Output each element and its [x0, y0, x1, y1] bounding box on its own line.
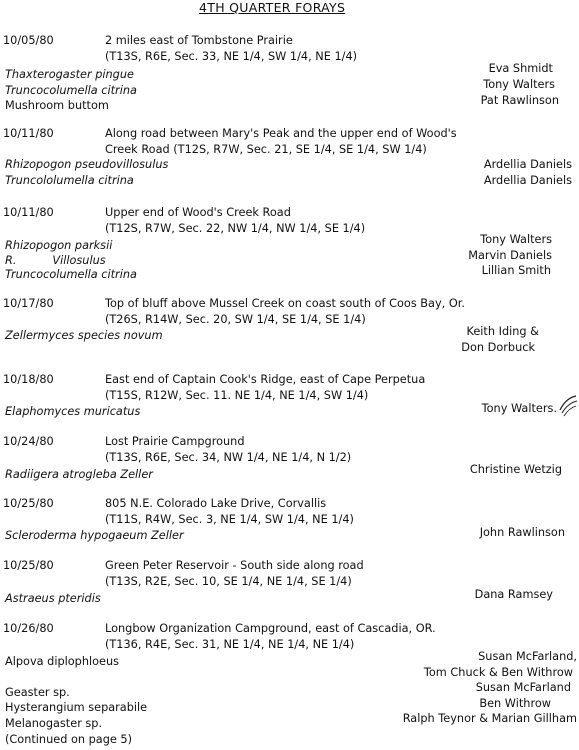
foray-location-line: 2 miles east of Tombstone Prairie: [105, 34, 293, 47]
specimen-species: Rhizopogon pseudovillosulus: [5, 158, 169, 171]
foray-location-line: Longbow Organization Campground, east of Cascadia, OR.: [105, 622, 436, 635]
foray-date: 10/24/80: [3, 435, 54, 448]
specimen-collector: Ardellia Daniels: [483, 174, 572, 187]
foray-location-line: Along road between Mary's Peak and the upper end of Wood's: [105, 127, 457, 140]
foray-date: 10/25/80: [3, 497, 54, 510]
foray-date: 10/25/80: [3, 559, 54, 572]
specimen-collector: Don Dorbuck: [461, 341, 535, 354]
specimen-collector: Ben Withrow: [479, 697, 551, 710]
specimen-species: Thaxterogaster pingue: [5, 68, 134, 81]
foray-location-line: Lost Prairie Campground: [105, 435, 245, 448]
specimen-collector: Marvin Daniels: [468, 249, 552, 262]
specimen-collector: Tony Walters: [480, 233, 552, 246]
foray-date: 10/17/80: [3, 297, 54, 310]
specimen-collector: Susan McFarland,: [478, 650, 577, 663]
specimen-species: Rhizopogon parksii: [5, 239, 113, 252]
specimen-collector: Keith Iding &: [466, 325, 539, 338]
specimen-collector: John Rawlinson: [479, 526, 565, 539]
specimen-species: Truncocolumella citrina: [5, 268, 137, 281]
foray-location-line: (T26S, R14W, Sec. 20, SW 1/4, SE 1/4, SE 1/4): [105, 313, 366, 326]
foray-location-line: (T15S, R12W, Sec. 11. NE 1/4, NE 1/4, SW 1/4): [105, 389, 369, 402]
specimen-species: Mushroom buttom: [5, 99, 109, 112]
page-title: 4TH QUARTER FORAYS: [199, 0, 346, 15]
foray-location-line: (T12S, R7W, Sec. 22, NW 1/4, NW 1/4, SE 1/4): [105, 222, 366, 235]
foray-location-line: (T13S, R2E, Sec. 10, SE 1/4, NE 1/4, SE 1/4): [105, 575, 352, 588]
specimen-species: Scleroderma hypogaeum Zeller: [5, 529, 184, 542]
specimen-species: Zellermyces species novum: [5, 329, 163, 342]
specimen-collector: Tom Chuck & Ben Withrow: [423, 666, 573, 679]
specimen-collector: Pat Rawlinson: [480, 94, 559, 107]
specimen-species: Elaphomyces muricatus: [5, 405, 141, 418]
continued-note: (Continued on page 5): [5, 733, 133, 746]
specimen-species: Truncololumella citrina: [5, 174, 134, 187]
specimen-species: Astraeus pteridis: [5, 592, 101, 605]
foray-location-line: 805 N.E. Colorado Lake Drive, Corvallis: [105, 497, 327, 510]
foray-location-line: (T11S, R4W, Sec. 3, NE 1/4, SW 1/4, NE 1/4): [105, 513, 354, 526]
foray-location-line: Upper end of Wood's Creek Road: [105, 206, 291, 219]
specimen-collector: Dana Ramsey: [474, 588, 553, 601]
specimen-collector: Lillian Smith: [481, 264, 551, 277]
specimen-species: Alpova diplophloeus: [5, 655, 120, 668]
specimen-collector: Susan McFarland: [475, 681, 571, 694]
specimen-collector: Tony Walters: [483, 78, 555, 91]
foray-location-line: Creek Road (T12S, R7W, Sec. 21, SE 1/4, SE 1/4, SW 1/4): [105, 143, 427, 156]
specimen-species: Truncocolumella citrina: [5, 84, 137, 97]
foray-date: 10/26/80: [3, 622, 54, 635]
foray-date: 10/11/80: [3, 206, 54, 219]
specimen-collector: Eva Shmidt: [488, 62, 553, 75]
foray-location-line: (T13S, R6E, Sec. 34, NW 1/4, NE 1/4, N 1/2): [105, 451, 352, 464]
specimen-collector: Ralph Teynor & Marian Gillham: [402, 712, 577, 725]
foray-date: 10/05/80: [3, 34, 54, 47]
foray-location-line: East end of Captain Cook's Ridge, east of Cape Perpetua: [105, 373, 426, 386]
foray-date: 10/11/80: [3, 127, 54, 140]
specimen-collector: Tony Walters.: [481, 402, 557, 415]
foray-date: 10/18/80: [3, 373, 54, 386]
specimen-species: R. Villosulus: [5, 254, 106, 267]
foray-location-line: Green Peter Reservoir - South side along road: [105, 559, 364, 572]
specimen-collector: Ardellia Daniels: [483, 158, 572, 171]
foray-location-line: (T13S, R6E, Sec. 33, NE 1/4, SW 1/4, NE 1/4): [105, 50, 358, 63]
specimen-species: Melanogaster sp.: [5, 717, 103, 730]
specimen-species: Hysterangium separabile: [5, 701, 148, 714]
foray-location-line: Top of bluff above Mussel Creek on coast south of Coos Bay, Or.: [105, 297, 465, 310]
specimen-collector: Christine Wetzig: [469, 463, 562, 476]
foray-location-line: (T136, R4E, Sec. 31, NE 1/4, NE 1/4, NE 1/4): [105, 638, 355, 651]
specimen-species: Geaster sp.: [5, 686, 70, 699]
specimen-species: Radiigera atrogleba Zeller: [5, 468, 153, 481]
